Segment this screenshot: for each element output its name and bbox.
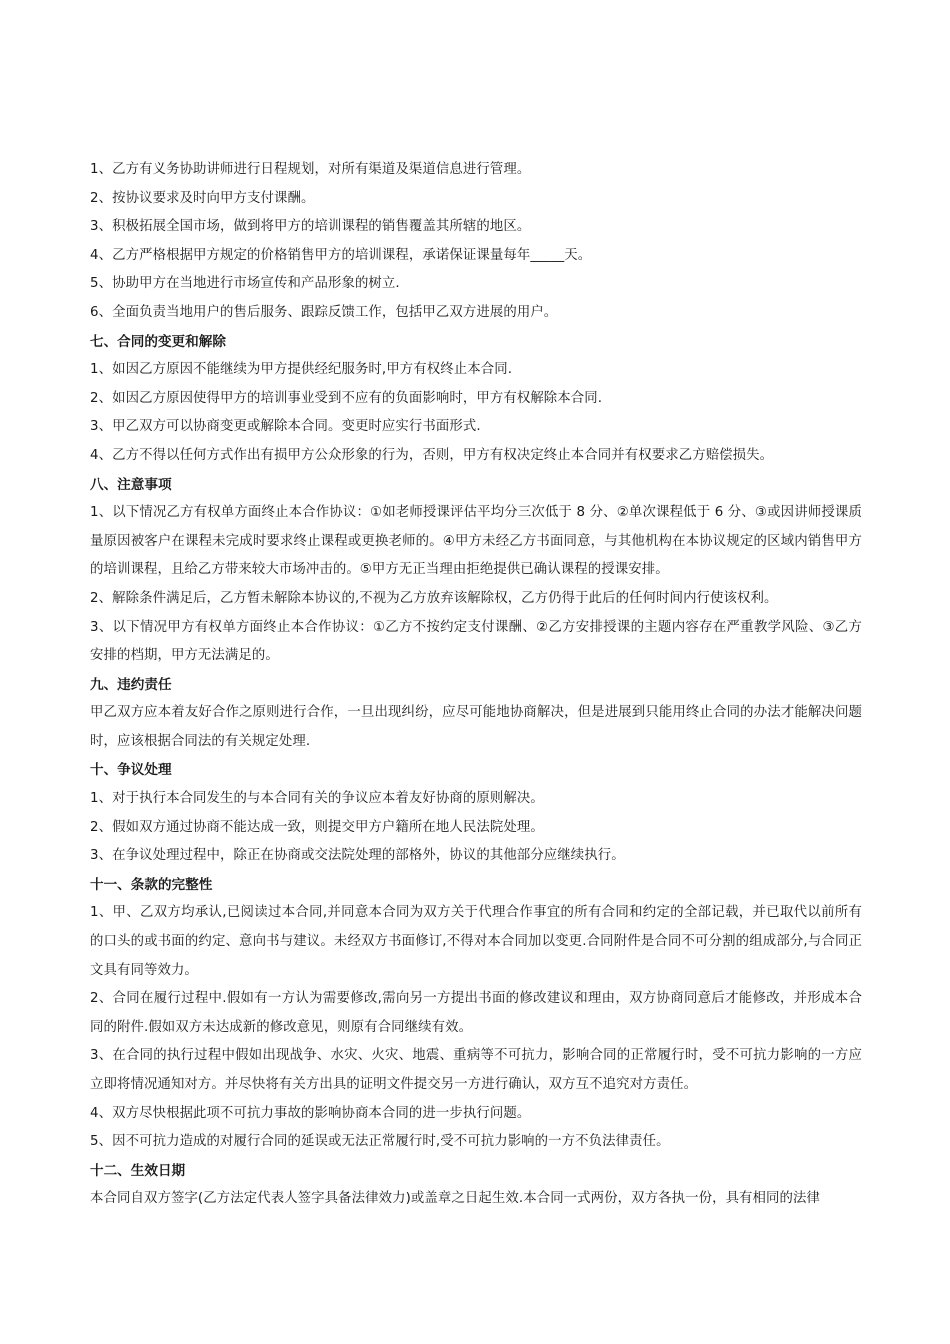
list-item: 4、乙方严格根据甲方规定的价格销售甲方的培训课程，承诺保证课量每年_____天。 (90, 247, 592, 263)
list-item: 6、全面负责当地用户的售后服务、跟踪反馈工作，包括甲乙双方进展的用户。 (90, 304, 558, 320)
section-heading: 十一、条款的完整性 (90, 876, 213, 893)
section-notes (90, 471, 862, 671)
list-item: 4、双方尽快根据此项不可抗力事故的影响协商本合同的进一步执行问题。 (90, 1105, 531, 1121)
section-heading: 九、违约责任 (90, 676, 172, 693)
contract-page (90, 156, 862, 1214)
section-effective-date (90, 1157, 862, 1214)
list-item: 5、协助甲方在当地进行市场宣传和产品形象的树立. (90, 276, 400, 292)
list-item: 3、积极拓展全国市场，做到将甲方的培训课程的销售覆盖其所辖的地区。 (90, 219, 531, 235)
section-heading: 十、争议处理 (90, 762, 172, 779)
list-item: 3、甲乙双方可以协商变更或解除本合同。变更时应实行书面形式. (90, 419, 481, 435)
list-item: 3、以下情况甲方有权单方面终止本合作协议：①乙方不按约定支付课酬、②乙方安排授课的主题内容存在严重教学风险、③乙方安排的档期，甲方无法满足的。 (90, 619, 862, 664)
list-item: 1、乙方有义务协助讲师进行日程规划，对所有渠道及渠道信息进行管理。 (90, 162, 531, 177)
section-heading: 七、合同的变更和解除 (90, 333, 226, 350)
section-heading: 十二、生效日期 (90, 1162, 186, 1179)
list-item: 2、假如双方通过协商不能达成一致，则提交甲方户籍所在地人民法院处理。 (90, 819, 544, 835)
list-item: 1、甲、乙双方均承认,已阅读过本合同,并同意本合同为双方关于代理合作事宜的所有合同和约定的全部记载，并已取代以前所有的口头的或书面的约定、意向书与建议。未经双方书面修订,不得对本合同加以变更.合同附件是合同不可分割的组成部分,与合同正文具有同等效力。 (90, 905, 862, 978)
list-item: 1、如因乙方原因不能继续为甲方提供经纪服务时,甲方有权终止本合同. (90, 362, 513, 378)
list-item: 4、乙方不得以任何方式作出有损甲方公众形象的行为，否则，甲方有权决定终止本合同并有权要求乙方赔偿损失。 (90, 447, 774, 463)
section-liability (90, 671, 862, 757)
paragraph: 本合同自双方签字(乙方法定代表人签字具备法律效力)或盖章之日起生效.本合同一式两份，双方各执一份，具有相同的法律 (90, 1191, 821, 1207)
section-contract-change (90, 328, 862, 471)
list-item: 3、在争议处理过程中，除正在协商或交法院处理的部格外，协议的其他部分应继续执行。 (90, 848, 625, 864)
list-item: 2、解除条件满足后，乙方暂未解除本协议的,不视为乙方放弃该解除权，乙方仍得于此后的任何时间内行使该权利。 (90, 590, 778, 606)
list-item: 2、如因乙方原因使得甲方的培训事业受到不应有的负面影响时，甲方有权解除本合同. (90, 390, 603, 406)
list-item: 1、以下情况乙方有权单方面终止本合作协议：①如老师授课评估平均分三次低于 8 分、②单次课程低于 6 分、③或因讲师授课质量原因被客户在课程未完成时要求终止课程或更换老师的。④甲方未经乙方书面同意，与其他机构在本协议规定的区域内销售甲方的培训课程，且给乙方带来较大市场冲击的。⑤甲方无正当理由拒绝提供已确认课程的授课安排。 (90, 505, 862, 578)
list-item: 2、合同在履行过程中.假如有一方认为需要修改,需向另一方提出书面的修改建议和理由，双方协商同意后才能修改，并形成本合同的附件.假如双方未达成新的修改意见，则原有合同继续有效。 (90, 991, 862, 1035)
list-item: 3、在合同的执行过程中假如出现战争、水灾、火灾、地震、重病等不可抗力，影响合同的正常履行时，受不可抗力影响的一方应立即将情况通知对方。并尽快将有关方出具的证明文件提交另一方进行确认，双方互不追究对方责任。 (90, 1048, 862, 1092)
section-disputes (90, 756, 862, 870)
section-completeness (90, 871, 862, 1157)
party-b-duties-list (90, 156, 862, 328)
list-item: 1、对于执行本合同发生的与本合同有关的争议应本着友好协商的原则解决。 (90, 791, 544, 807)
list-item: 2、按协议要求及时向甲方支付课酬。 (90, 190, 315, 206)
section-heading: 八、注意事项 (90, 476, 172, 493)
paragraph: 甲乙双方应本着友好合作之原则进行合作，一旦出现纠纷，应尽可能地协商解决，但是进展到只能用终止合同的办法才能解决问题时，应该根据合同法的有关规定处理. (90, 705, 862, 749)
list-item: 5、因不可抗力造成的对履行合同的延误或无法正常履行时,受不可抗力影响的一方不负法律责任。 (90, 1134, 670, 1150)
